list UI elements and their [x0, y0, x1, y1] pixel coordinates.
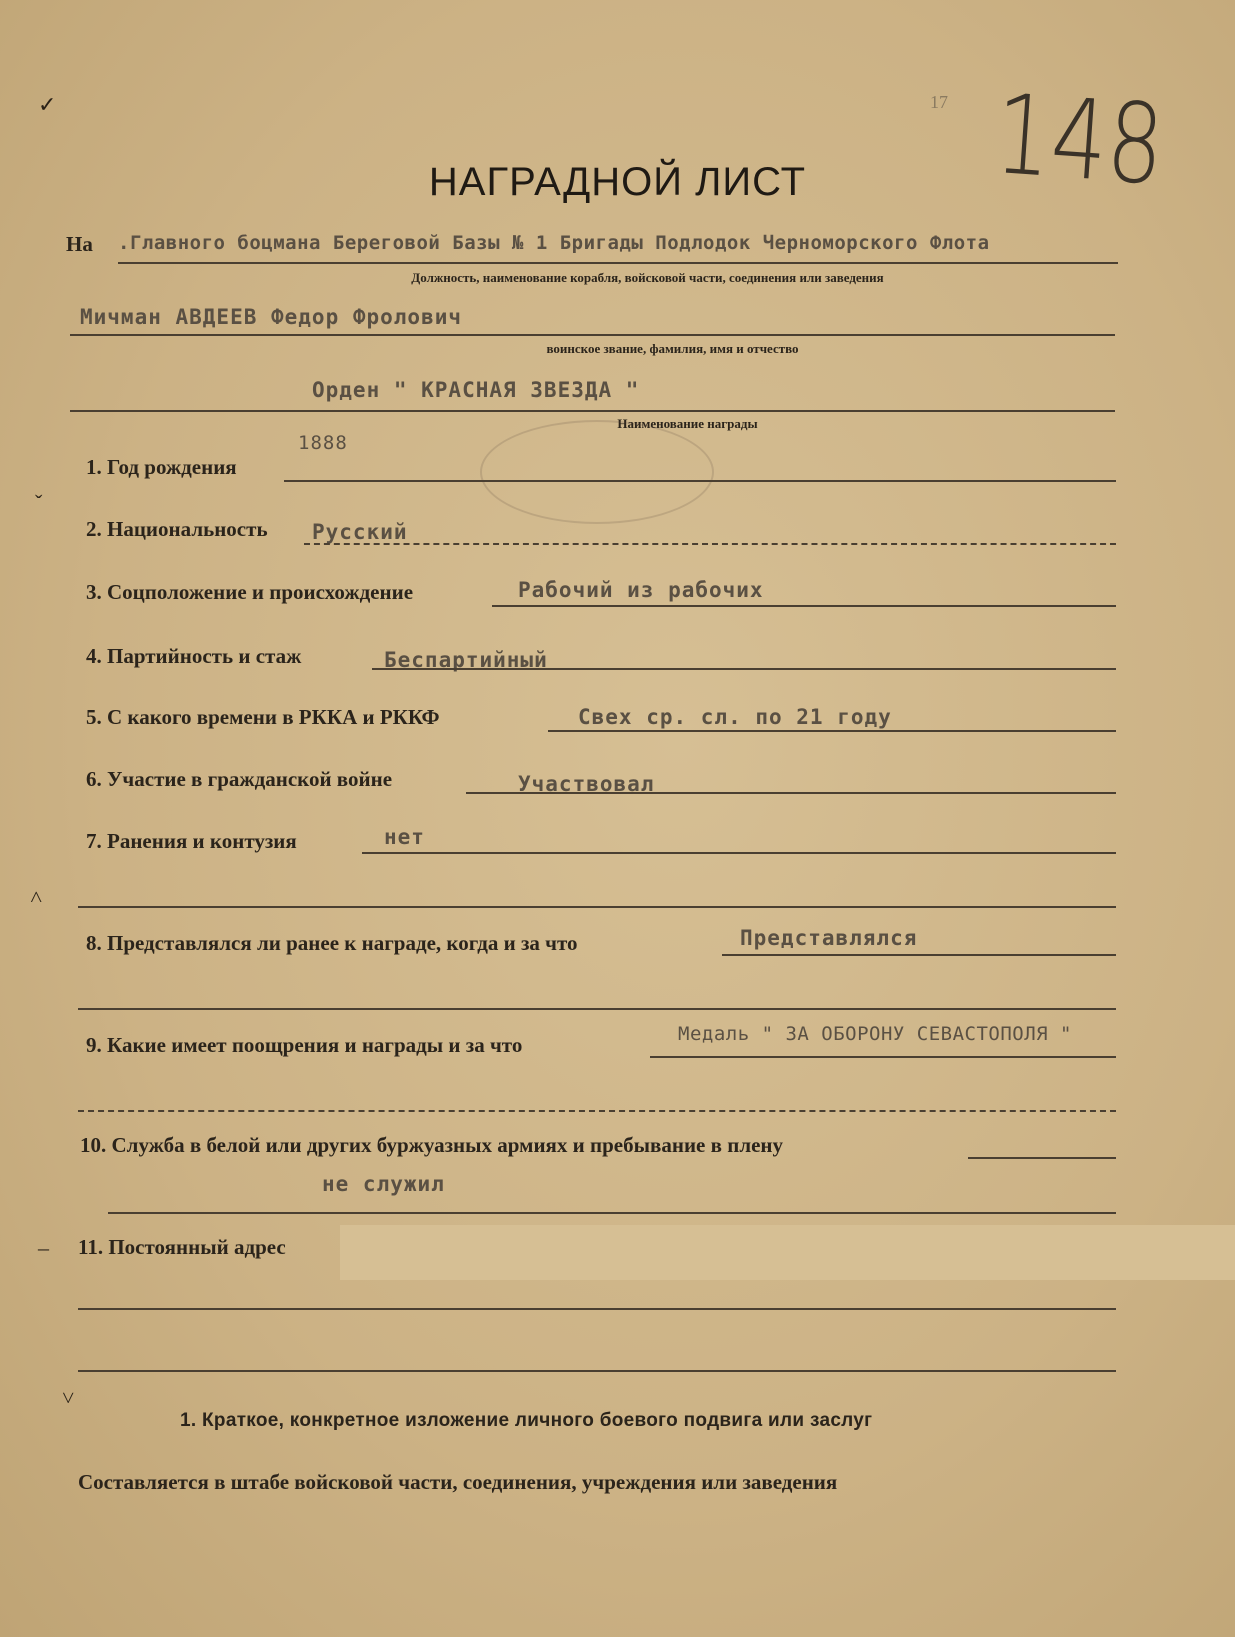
margin-tick-mark: ˄: [30, 884, 43, 909]
position-caption: Должность, наименование корабля, войсковой части, соединения или заведения: [411, 270, 884, 285]
field-5-num: 5.: [86, 705, 102, 729]
margin-tick-mark: –: [38, 1235, 49, 1260]
field-4-text: Партийность и стаж: [107, 644, 302, 668]
field-1-label: [86, 455, 237, 480]
field-10-extra-line: [108, 1212, 1116, 1214]
rank-name-value: Мичман АВДЕЕВ Федор Фролович: [80, 305, 463, 329]
margin-tick-mark: ˅: [62, 1385, 75, 1410]
field-1-num: 1.: [86, 455, 102, 479]
section-heading: 1. Краткое, конкретное изложение личного боевого подвига или заслуг: [180, 1410, 873, 1431]
field-4-num: 4.: [86, 644, 102, 668]
field-2-num: 2.: [86, 517, 102, 541]
rank-name-caption: воинское звание, фамилия, имя и отчество: [546, 341, 799, 356]
field-3-label: [86, 580, 413, 605]
field-7-num: 7.: [86, 829, 102, 853]
award-caption: Наименование награды: [617, 416, 758, 431]
to-label: На: [66, 232, 93, 256]
field-7-value: нет: [384, 825, 425, 849]
pencil-note: 17: [930, 92, 948, 112]
field-5-underline: [548, 730, 1116, 732]
field-5-value: Свех ср. сл. по 21 году: [578, 705, 892, 729]
section-note: Составляется в штабе войсковой части, соединения, учреждения или заведения: [78, 1470, 838, 1494]
field-1-text: Год рождения: [107, 455, 237, 479]
field-2-label: [86, 517, 268, 542]
rank-name-underline: [70, 334, 1115, 336]
field-9-label: [86, 1033, 522, 1058]
field-10-underline: [968, 1157, 1116, 1159]
field-6-num: 6.: [86, 767, 102, 791]
field-2-underline: [304, 543, 1116, 545]
field-11-line-1: [78, 1308, 1116, 1310]
field-9-value: Медаль " ЗА ОБОРОНУ СЕВАСТОПОЛЯ ": [678, 1023, 1072, 1045]
award-value: Орден " КРАСНАЯ ЗВЕЗДА ": [312, 378, 640, 402]
field-4-underline: [372, 668, 1116, 670]
field-7-extra-line: [78, 906, 1116, 908]
award-underline: [70, 410, 1115, 412]
field-8-num: 8.: [86, 931, 102, 955]
field-10-label: [80, 1133, 783, 1158]
field-11-num: 11.: [78, 1235, 104, 1259]
field-8-extra-line: [78, 1008, 1116, 1010]
field-8-text: Представлялся ли ранее к награде, когда и за что: [107, 931, 578, 955]
field-10-value: не служил: [322, 1172, 445, 1196]
faint-stamp: [480, 420, 714, 524]
archive-page-number: 148: [991, 70, 1168, 210]
field-11-line-2: [78, 1370, 1116, 1372]
field-3-text: Соцположение и происхождение: [107, 580, 414, 604]
field-5-label: [86, 705, 440, 730]
field-2-text: Национальность: [107, 517, 268, 541]
field-5-text: С какого времени в РККА и РККФ: [107, 705, 440, 729]
field-11-label: [78, 1235, 286, 1260]
field-6-text: Участие в гражданской войне: [107, 767, 393, 791]
field-11-text: Постоянный адрес: [108, 1235, 286, 1259]
field-1-value: 1888: [298, 432, 348, 454]
field-9-num: 9.: [86, 1033, 102, 1057]
field-9-extra-line: [78, 1110, 1116, 1112]
margin-tick-mark: ˇ: [35, 490, 43, 515]
field-7-label: [86, 829, 297, 854]
margin-tick-mark: ✓: [38, 92, 57, 117]
field-4-value: Беспартийный: [384, 648, 548, 672]
field-10-num: 10.: [80, 1133, 107, 1157]
field-3-value: Рабочий из рабочих: [518, 578, 764, 602]
field-8-value: Представлялся: [740, 926, 918, 950]
document-title: НАГРАДНОЙ ЛИСТ: [428, 160, 807, 204]
address-redaction: [340, 1225, 1235, 1280]
field-4-label: [86, 644, 301, 669]
position-underline: [118, 262, 1118, 264]
field-7-underline: [362, 852, 1116, 854]
position-value: .Главного боцмана Береговой Базы № 1 Бригады Подлодок Черноморского Флота: [118, 232, 990, 254]
field-8-label: [86, 931, 578, 956]
field-3-underline: [492, 605, 1116, 607]
field-9-underline: [650, 1056, 1116, 1058]
field-2-value: Русский: [312, 520, 408, 544]
field-3-num: 3.: [86, 580, 102, 604]
field-9-text: Какие имеет поощрения и награды и за что: [107, 1033, 523, 1057]
field-1-underline: [284, 480, 1116, 482]
field-6-label: [86, 767, 392, 792]
field-6-underline: [466, 792, 1116, 794]
field-8-underline: [722, 954, 1116, 956]
field-10-text: Служба в белой или других буржуазных армиях и пребывание в плену: [111, 1133, 784, 1157]
field-6-value: Участвовал: [518, 772, 655, 796]
field-7-text: Ранения и контузия: [107, 829, 297, 853]
